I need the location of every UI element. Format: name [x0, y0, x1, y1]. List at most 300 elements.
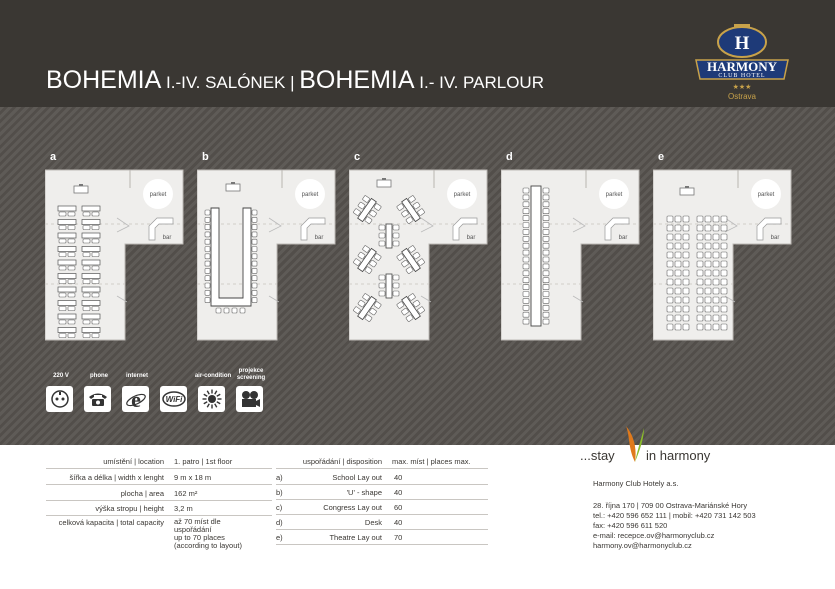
seat [675, 297, 681, 303]
seat [92, 253, 99, 257]
desk [82, 247, 100, 252]
seat [252, 290, 257, 295]
desk [58, 220, 76, 225]
seat [713, 252, 719, 258]
company-name: Harmony Club Hotely a.s. [593, 479, 679, 488]
seat [393, 233, 399, 238]
seat [543, 250, 549, 255]
seat [83, 266, 90, 270]
seat [92, 226, 99, 230]
seat [59, 226, 66, 230]
seat [205, 232, 210, 237]
address: 28. října 170 | 709 00 Ostrava-Mariánské Hory [593, 501, 748, 510]
email-link[interactable]: e-mail: recepce.ov@harmonyclub.cz [593, 531, 715, 540]
layout-plan-e [653, 168, 793, 343]
seat [713, 261, 719, 267]
seat [697, 324, 703, 330]
seat [683, 279, 689, 285]
ray [214, 391, 216, 394]
seat [675, 324, 681, 330]
bar-label: bar [162, 235, 172, 241]
seat [92, 320, 99, 324]
seat [683, 288, 689, 294]
socket-icon [46, 386, 73, 412]
seat [543, 236, 549, 241]
seat [393, 283, 399, 288]
seat [83, 239, 90, 243]
disposition-header: uspořádání | disposition max. míst | places max. [276, 453, 488, 469]
seat [667, 315, 673, 321]
seat [697, 261, 703, 267]
bar-label: bar [466, 235, 476, 241]
seat [59, 253, 66, 257]
seat [705, 306, 711, 312]
amenity-wifi [160, 386, 190, 412]
parket-label: parket [149, 192, 167, 198]
seat [667, 279, 673, 285]
seat [205, 239, 210, 244]
seat [393, 291, 399, 296]
seat [252, 239, 257, 244]
seat [252, 210, 257, 215]
seat [543, 278, 549, 283]
seat [83, 307, 90, 311]
desk [82, 328, 100, 333]
wifi-icon [160, 386, 187, 412]
spec-row: výška stropu | height 3,2 m [46, 500, 272, 516]
seat [59, 280, 66, 284]
seat [683, 270, 689, 276]
seat [379, 291, 385, 296]
seat [252, 225, 257, 230]
amenity-internet: internet e [122, 386, 152, 412]
seat [68, 280, 75, 284]
seat [543, 298, 549, 303]
seat [705, 270, 711, 276]
layout-letter-d: d [506, 151, 513, 163]
air-condition-icon [198, 386, 225, 412]
seat [697, 279, 703, 285]
seat [705, 252, 711, 258]
seat [252, 268, 257, 273]
seat [713, 288, 719, 294]
seat [697, 234, 703, 240]
projector-screen [226, 184, 240, 191]
logo-subtitle: CLUB HOTEL [718, 73, 766, 79]
seat [697, 252, 703, 258]
seat [205, 298, 210, 303]
seat [713, 279, 719, 285]
projector-screen [74, 186, 88, 193]
seat [697, 270, 703, 276]
ray [203, 394, 206, 396]
seat [705, 261, 711, 267]
seat [697, 243, 703, 249]
seat [252, 261, 257, 266]
layout-plan-a [45, 168, 185, 343]
seat [83, 253, 90, 257]
seat [379, 241, 385, 246]
slogan: ...stay in harmony [580, 448, 615, 463]
table [386, 274, 392, 298]
seat [713, 225, 719, 231]
seat [68, 226, 75, 230]
seat [252, 254, 257, 259]
seat [92, 280, 99, 284]
seat [523, 243, 529, 248]
seat [543, 209, 549, 214]
desk [58, 233, 76, 238]
seat [205, 225, 210, 230]
page-title: BOHEMIA I.-IV. SALÓNEK | BOHEMIA I.- IV. PARLOUR [46, 66, 544, 94]
seat [705, 234, 711, 240]
desk [82, 301, 100, 306]
svg-text:WiFi: WiFi [165, 395, 182, 404]
seat [705, 279, 711, 285]
seat [675, 216, 681, 222]
seat [83, 212, 90, 216]
seat [705, 297, 711, 303]
seat [68, 293, 75, 297]
seat [543, 292, 549, 297]
seat [523, 229, 529, 234]
header-band [0, 0, 835, 107]
ray [207, 391, 209, 394]
projector-top [79, 184, 83, 186]
desk [58, 274, 76, 279]
seat [83, 320, 90, 324]
desk [82, 274, 100, 279]
seat [543, 264, 549, 269]
seat [523, 209, 529, 214]
ray [216, 402, 219, 404]
seat [675, 306, 681, 312]
seat [379, 233, 385, 238]
desk [82, 260, 100, 265]
seat [523, 236, 529, 241]
parket-label: parket [301, 192, 319, 198]
seat [523, 298, 529, 303]
seat [523, 264, 529, 269]
seat [543, 223, 549, 228]
parket-label: parket [453, 192, 471, 198]
table-group [379, 224, 399, 248]
seat [675, 279, 681, 285]
seat [543, 188, 549, 193]
seat [713, 306, 719, 312]
seat [68, 266, 75, 270]
seat [721, 234, 727, 240]
ray [216, 394, 219, 396]
seat [92, 307, 99, 311]
seat [721, 216, 727, 222]
seat [697, 306, 703, 312]
seat [543, 202, 549, 207]
seat [675, 261, 681, 267]
layout-plan-b [197, 168, 337, 343]
seat [683, 243, 689, 249]
email-link-2[interactable]: harmony.ov@harmonyclub.cz [593, 541, 692, 550]
desk [82, 314, 100, 319]
seat [543, 319, 549, 324]
seat [543, 195, 549, 200]
seat [675, 315, 681, 321]
seat [205, 217, 210, 222]
layout-plan-c [349, 168, 489, 343]
seat [697, 216, 703, 222]
seat [543, 229, 549, 234]
seat [68, 253, 75, 257]
seat [523, 271, 529, 276]
seat [523, 223, 529, 228]
seat [523, 285, 529, 290]
logo-stars: ★★★ [732, 84, 752, 91]
seat [523, 312, 529, 317]
seat [252, 232, 257, 237]
seat [697, 297, 703, 303]
ray [214, 404, 216, 407]
seat [205, 261, 210, 266]
phone: tel.: +420 596 652 111 | mobil: +420 731 142 503 [593, 511, 756, 520]
phone-icon [84, 386, 111, 412]
seat [683, 315, 689, 321]
seat [205, 268, 210, 273]
logo-letter: H [734, 33, 750, 54]
amenity-projector: projekce screening [236, 386, 266, 412]
seat [92, 212, 99, 216]
spec-row: šířka a délka | width x lenght 9 m x 18 m [46, 469, 272, 485]
seat [523, 202, 529, 207]
seat [252, 283, 257, 288]
seat [721, 306, 727, 312]
seat [68, 239, 75, 243]
bar-label: bar [314, 235, 324, 241]
layout-letter-a: a [50, 151, 57, 163]
seat [59, 320, 66, 324]
seat [59, 307, 66, 311]
seat [713, 297, 719, 303]
seat [667, 234, 673, 240]
seat [667, 261, 673, 267]
seat [683, 261, 689, 267]
seat [543, 312, 549, 317]
svg-text:e: e [130, 388, 141, 410]
seat [675, 252, 681, 258]
seat [543, 216, 549, 221]
seat [697, 225, 703, 231]
amenity-air-condition: air-condition [198, 386, 228, 412]
amenity-phone: phone [84, 386, 114, 412]
seat [543, 271, 549, 276]
seat [683, 252, 689, 258]
desk [58, 287, 76, 292]
desk [58, 206, 76, 211]
seat [379, 275, 385, 280]
seat [675, 225, 681, 231]
seat [523, 250, 529, 255]
logo-city: Ostrava [727, 92, 756, 101]
seat [523, 305, 529, 310]
layout-letter-e: e [658, 151, 665, 163]
desk [82, 287, 100, 292]
disposition-row: e) Theatre Lay out 70 [276, 529, 488, 545]
seat [705, 225, 711, 231]
layout-letter-c: c [354, 151, 361, 163]
seat [705, 243, 711, 249]
seat [205, 210, 210, 215]
disposition-row: c) Congress Lay out 60 [276, 499, 488, 515]
harmony-logo[interactable] [692, 22, 792, 104]
seat [713, 315, 719, 321]
seat [205, 254, 210, 259]
seat [92, 293, 99, 297]
spec-row: celková kapacita | total capacity až 70 míst dle uspořádání up to 70 places (according to layout) [58, 517, 242, 550]
desk [58, 328, 76, 333]
projector-top [231, 182, 235, 184]
seat [252, 276, 257, 281]
projector-top [685, 186, 689, 188]
disposition-row: a) School Lay out 40 [276, 469, 488, 485]
seat [523, 292, 529, 297]
seat [543, 285, 549, 290]
seat [721, 261, 727, 267]
seat [393, 241, 399, 246]
seat [59, 239, 66, 243]
seat [68, 320, 75, 324]
seat [667, 216, 673, 222]
seat [721, 252, 727, 258]
desk [82, 233, 100, 238]
seat [252, 298, 257, 303]
seat [68, 334, 75, 338]
seat [675, 234, 681, 240]
spec-row: umístění | location 1. patro | 1st floor [46, 453, 272, 469]
seat [721, 225, 727, 231]
logo-name: HARMONY [706, 59, 778, 74]
seat [675, 270, 681, 276]
seat [705, 216, 711, 222]
ray [207, 404, 209, 407]
seat [240, 308, 245, 313]
fax: fax: +420 596 611 520 [593, 521, 668, 530]
seat [224, 308, 229, 313]
bar-label: bar [770, 235, 780, 241]
seat [697, 288, 703, 294]
seat [721, 315, 727, 321]
projector-top [382, 178, 386, 180]
seat [252, 247, 257, 252]
bar-label: bar [618, 235, 628, 241]
seat [713, 270, 719, 276]
seat [667, 270, 673, 276]
seat [205, 247, 210, 252]
seat [68, 212, 75, 216]
desk [82, 220, 100, 225]
seat [59, 293, 66, 297]
seat [721, 324, 727, 330]
seat [92, 239, 99, 243]
board-table [531, 186, 541, 326]
seat [523, 216, 529, 221]
seat [721, 297, 727, 303]
projector-screen [680, 188, 694, 195]
projector-screen [377, 180, 391, 187]
seat [683, 216, 689, 222]
seat [59, 266, 66, 270]
seat [59, 212, 66, 216]
table-group [379, 274, 399, 298]
seat [523, 195, 529, 200]
desk [58, 247, 76, 252]
seat [379, 225, 385, 230]
seat [205, 290, 210, 295]
seat [713, 216, 719, 222]
desk [58, 301, 76, 306]
seat [523, 257, 529, 262]
seat [83, 293, 90, 297]
seat [683, 297, 689, 303]
grass-leaf-icon [624, 424, 646, 464]
seat [713, 324, 719, 330]
seat [683, 234, 689, 240]
layout-letter-b: b [202, 151, 209, 163]
parket-label: parket [605, 192, 623, 198]
seat [721, 270, 727, 276]
seat [83, 226, 90, 230]
seat [393, 275, 399, 280]
ray [203, 402, 206, 404]
projector-icon [236, 386, 263, 412]
seat [705, 324, 711, 330]
seat [68, 307, 75, 311]
seat [675, 288, 681, 294]
seat [92, 266, 99, 270]
seat [393, 225, 399, 230]
seat [721, 243, 727, 249]
seat [205, 283, 210, 288]
table [386, 224, 392, 248]
seat [721, 288, 727, 294]
seat [713, 243, 719, 249]
parket-label: parket [757, 192, 775, 198]
seat [543, 257, 549, 262]
seat [667, 225, 673, 231]
desk [58, 314, 76, 319]
seat [721, 279, 727, 285]
seat [523, 319, 529, 324]
seat [543, 243, 549, 248]
seat [667, 297, 673, 303]
seat [713, 234, 719, 240]
seat [667, 243, 673, 249]
seat [252, 217, 257, 222]
seat [232, 308, 237, 313]
seat [697, 315, 703, 321]
seat [683, 324, 689, 330]
seat [523, 278, 529, 283]
seat [705, 288, 711, 294]
seat [683, 225, 689, 231]
seat [683, 306, 689, 312]
seat [667, 324, 673, 330]
seat [667, 288, 673, 294]
seat [83, 280, 90, 284]
layout-plan-d [501, 168, 641, 343]
disposition-row: b) 'U' - shape 40 [276, 484, 488, 500]
seat [92, 334, 99, 338]
seat [667, 306, 673, 312]
seat [523, 188, 529, 193]
